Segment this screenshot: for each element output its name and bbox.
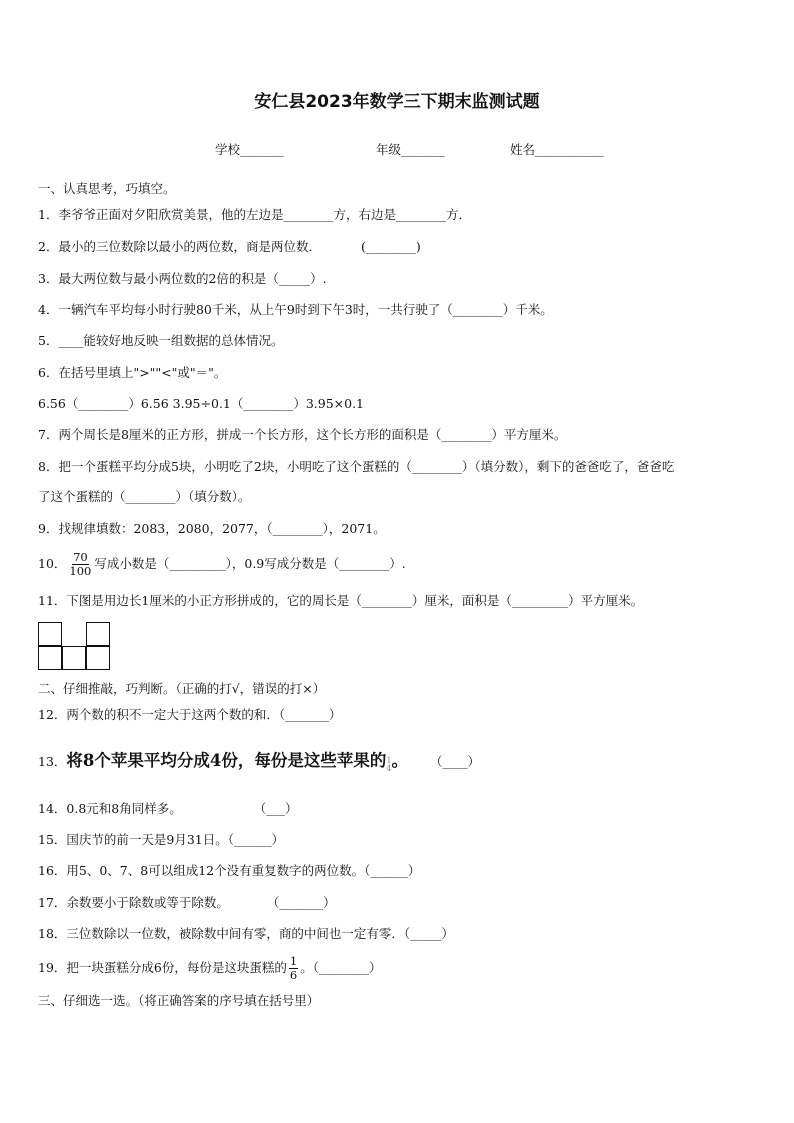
fraction-numerator: 70 [73,550,88,564]
question-17-text: 17．余数要小于除数或等于除数。 [38,895,229,910]
question-17-answer-blank[interactable]: （_______） [266,895,336,910]
question-13-number: 13． [38,754,67,769]
grid-square [38,646,62,670]
fraction-70-100 [68,551,92,578]
question-17 [38,894,336,912]
section-two-heading: 二、仔细推敲，巧判断。（正确的打√，错误的打×） [38,681,326,696]
question-2-text: 2．最小的三位数除以最小的两位数，商是两位数． [38,239,321,254]
grade-field [376,140,445,158]
question-2 [38,238,421,256]
name-blank[interactable]: ___________ [535,142,604,157]
fraction-1-6 [289,955,298,982]
question-3: 3．最大两位数与最小两位数的2倍的积是（_____）. [38,271,327,286]
question-4: 4．一辆汽车平均每小时行驶80千米，从上午9时到下午3时，一共行驶了（________）千米。 [38,302,553,317]
question-14-answer-blank[interactable]: （___） [253,801,298,816]
question-19-tail: 。（________） [300,960,382,975]
section-one-heading: 一、认真思考，巧填空。 [38,181,176,196]
question-13-tail: 。 [391,751,408,770]
grid-square [62,646,86,670]
grade-label: 年级 [376,142,402,157]
question-10 [38,546,406,582]
question-7: 7．两个周长是8厘米的正方形，拼成一个长方形，这个长方形的面积是（________）平方厘米。 [38,427,567,442]
question-12: 12．两个数的积不一定大于这两个数的和．（_______） [38,707,342,722]
school-blank[interactable]: _______ [240,142,284,157]
school-label: 学校 [215,142,241,157]
question-6: 6．在括号里填上">""<"或"＝"。 [38,365,227,380]
question-13-text: 将8个苹果平均分成4份，每份是这些苹果的 [66,751,387,770]
question-10-number: 10． [38,556,67,571]
grid-square [38,622,62,646]
name-field [510,140,604,158]
question-10-text: 写成小数是（_________），0.9写成分数是（________）. [94,556,406,571]
tiny-fraction-denominator: 4 [386,764,392,773]
question-13 [38,748,480,775]
page-title: 安仁县2023年数学三下期末监测试题 [254,92,540,112]
question-13-answer-blank[interactable]: （____） [429,754,480,769]
question-8-line-2: 了这个蛋糕的（________）（填分数）。 [38,489,251,504]
grid-square [86,622,110,646]
question-16: 16．用5、0、7、8可以组成12个没有重复数字的两位数。（______） [38,863,421,878]
question-14-text: 14．0.8元和8角同样多。 [38,801,182,816]
section-three-heading: 三、仔细选一选。（将正确答案的序号填在括号里） [38,993,320,1008]
question-9: 9．找规律填数：2083，2080，2077，（________），2071。 [38,521,386,536]
school-field [215,140,284,158]
grade-blank[interactable]: _______ [401,142,445,157]
question-6-sub: 6.56（________）6.56 3.95÷0.1（________）3.95×0.1 [38,396,365,411]
question-14 [38,800,298,818]
question-1: 1．李爷爷正面对夕阳欣赏美景，他的左边是________方，右边是________方． [38,207,471,222]
square-grid-figure [38,622,110,670]
question-11: 11．下图是用边长1厘米的小正方形拼成的，它的周长是（________）厘米，面积是（_________）平方厘米。 [38,593,644,608]
tiny-fraction-numerator: 1 [386,756,392,765]
fraction-denominator: 100 [69,564,92,578]
question-18: 18．三位数除以一位数，被除数中间有零，商的中间也一定有零．（_____） [38,926,454,941]
question-2-answer-blank[interactable]: (________) [360,239,421,254]
question-15: 15．国庆节的前一天是9月31日。（______） [38,832,285,847]
grid-square [86,646,110,670]
name-label: 姓名 [510,142,536,157]
question-5: 5．____能较好地反映一组数据的总体情况。 [38,333,284,348]
fraction-numerator: 1 [289,954,298,968]
fraction-denominator: 6 [289,968,298,982]
question-19 [38,950,381,986]
question-8-line-1: 8．把一个蛋糕平均分成5块，小明吃了2块，小明吃了这个蛋糕的（________）（填分数），剩下的爸爸吃了，爸爸吃 [38,459,675,474]
question-19-text: 19．把一块蛋糕分成6份，每份是这块蛋糕的 [38,960,287,975]
